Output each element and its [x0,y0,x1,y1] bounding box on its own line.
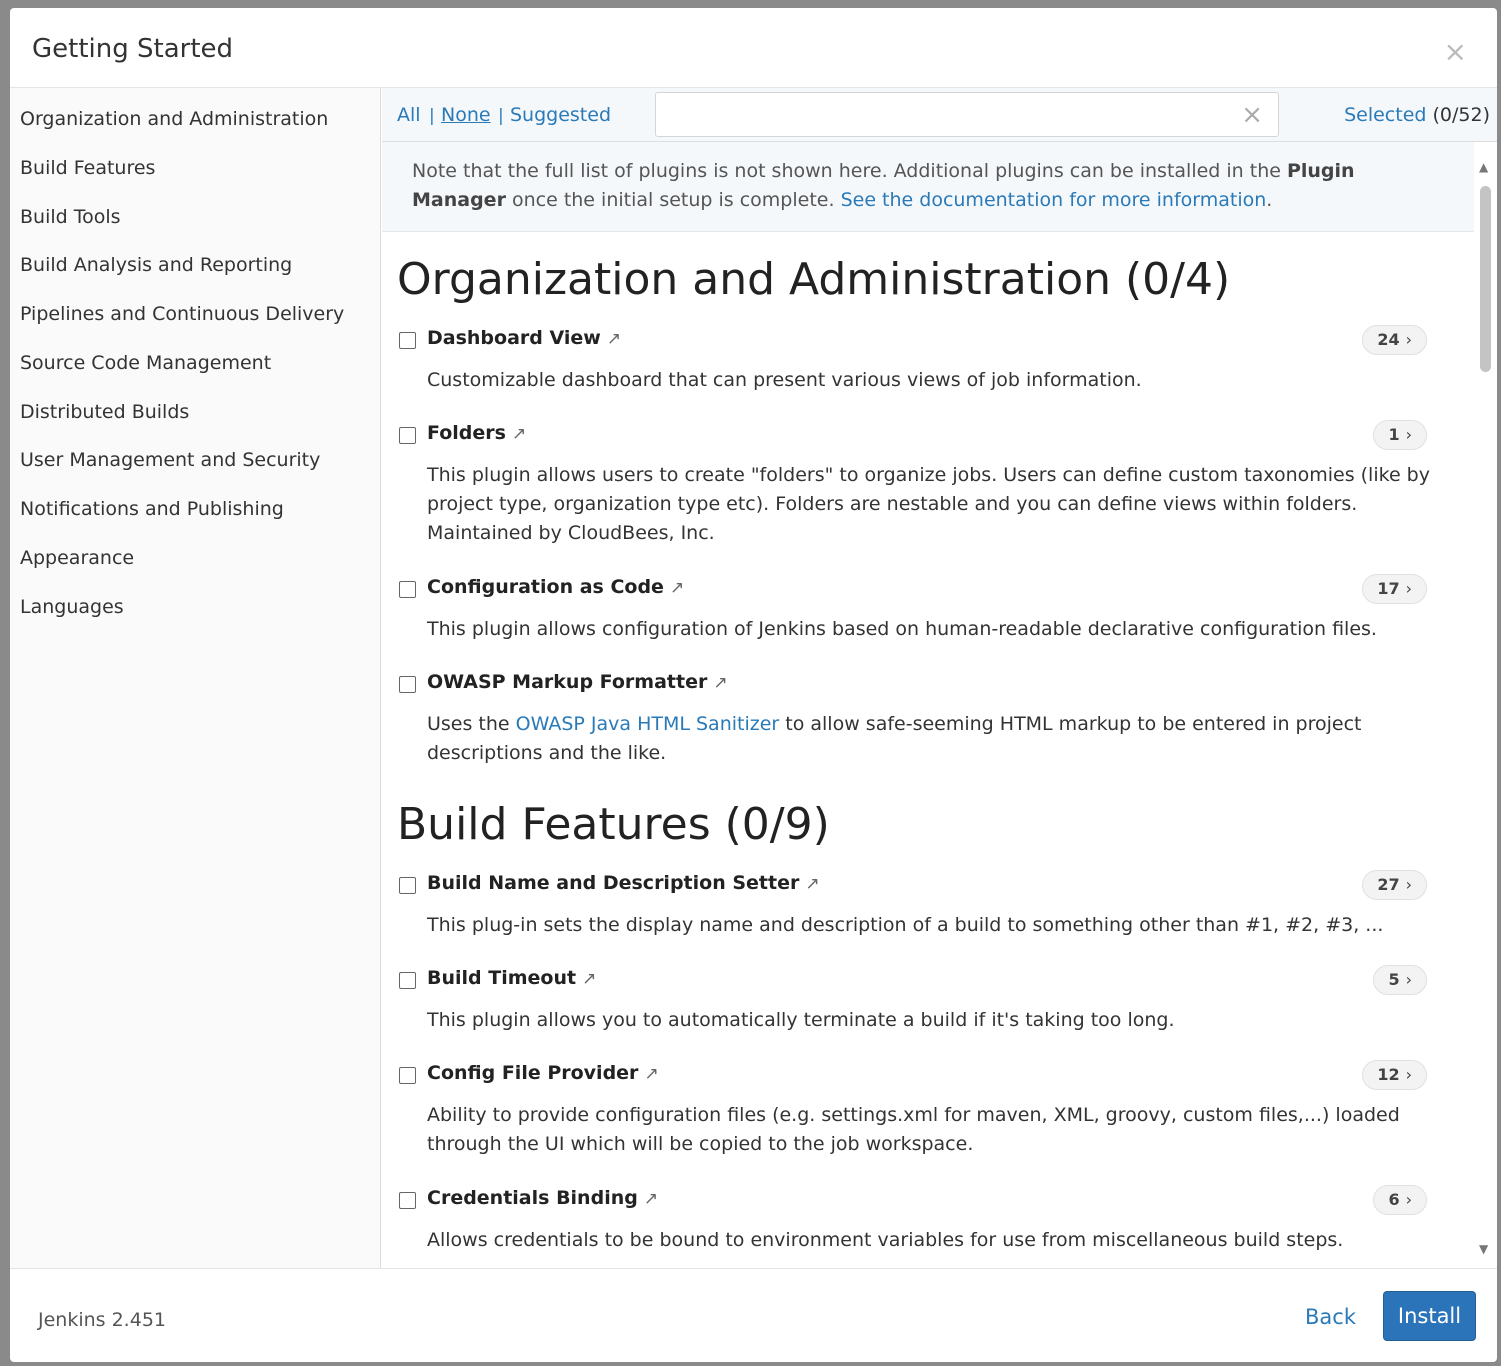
select-all-link[interactable]: All [397,104,421,126]
dependency-badge[interactable] [1362,870,1427,900]
plugin-name-text: OWASP Markup Formatter [427,671,708,693]
plugin-checkbox[interactable] [399,1192,416,1209]
sidebar-item-languages[interactable]: Languages [20,596,124,618]
plugin-checkbox[interactable] [399,972,416,989]
separator: | [498,106,504,126]
desc-text: to allow safe-seeming HTML markup to be entered in project descriptions and the like. [427,713,1362,764]
chevron-right-icon: › [1405,579,1412,598]
sidebar-item-build-tools[interactable]: Build Tools [20,206,121,228]
chevron-right-icon: › [1405,330,1412,349]
plugin-name-text: Build Name and Description Setter [427,872,800,894]
plugin-description: Ability to provide configuration files (e.g. settings.xml for maven, XML, groovy, custom files,...) loaded through the UI which will be copied to the job workspace. [427,1104,1400,1155]
dependency-badge[interactable] [1362,325,1427,355]
external-link-icon[interactable]: ↗ [805,874,820,894]
plugin-checkbox[interactable] [399,676,416,693]
external-link-icon[interactable]: ↗ [606,329,622,349]
sidebar-item-organization-and-administration[interactable]: Organization and Administration [20,108,329,130]
plugin-list [382,142,1474,1268]
dependency-badge[interactable] [1362,574,1427,604]
owasp-sanitizer-link[interactable]: OWASP Java HTML Sanitizer [515,713,780,735]
sidebar-item-appearance[interactable]: Appearance [20,547,135,569]
external-link-icon[interactable]: ↗ [582,969,597,989]
dependency-badge[interactable] [1373,420,1427,450]
dependency-count: 1 [1388,425,1400,444]
sidebar-item-distributed-builds[interactable]: Distributed Builds [20,401,190,423]
selected-count-value: (0/52) [1432,104,1490,126]
dependency-count: 24 [1377,330,1400,349]
dependency-badge[interactable] [1362,1060,1427,1090]
plugin-manager-note [382,142,1474,232]
plugin-description [427,710,1447,768]
select-suggested-link[interactable]: Suggested [510,104,612,126]
note-plugin-manager: Plugin Manager [412,160,1355,211]
plugin-name[interactable] [427,671,728,693]
plugin-name[interactable] [427,1187,658,1209]
plugin-checkbox[interactable] [399,427,416,444]
desc-text: Uses the [427,713,516,735]
dependency-count: 12 [1377,1065,1400,1084]
chevron-right-icon: › [1405,1190,1412,1209]
plugin-description: This plugin allows users to create "folders" to organize jobs. Users can define custom taxonomies (like by project type, organization type etc). Folders are nestable and you can define views within folders. Maintained by CloudBees, Inc. [427,464,1430,544]
sidebar-item-user-management-and-security[interactable]: User Management and Security [20,449,321,471]
sidebar-item-source-code-management[interactable]: Source Code Management [20,352,272,374]
selected-link[interactable]: Selected [1344,104,1427,126]
plugin-name-text: Folders [427,422,506,444]
scroll-down-icon[interactable]: ▼ [1479,1242,1489,1256]
dialog-title: Getting Started [32,34,234,64]
dependency-badge[interactable] [1373,965,1427,995]
plugin-name-text: Config File Provider [427,1062,639,1084]
selected-count [1344,104,1490,126]
note-end: . [1266,189,1273,211]
external-link-icon[interactable]: ↗ [713,673,728,693]
dialog-header [10,8,1497,88]
select-none-link[interactable]: None [441,104,491,126]
plugin-checkbox[interactable] [399,332,416,349]
plugin-name[interactable] [427,1062,659,1084]
plugin-name[interactable] [427,872,820,894]
dependency-count: 17 [1377,579,1400,598]
vertical-scrollbar[interactable] [1474,142,1497,1268]
dependency-count: 27 [1377,875,1400,894]
separator: | [429,106,435,126]
chevron-right-icon: › [1405,875,1412,894]
plugin-description: This plugin allows configuration of Jenkins based on human-readable declarative configuration files. [427,618,1377,640]
install-button[interactable]: Install [1383,1291,1476,1341]
plugin-name-text: Configuration as Code [427,576,664,598]
note-text: Note that the full list of plugins is not shown here. Additional plugins can be installed in the [412,160,1287,182]
back-button[interactable]: Back [1305,1305,1356,1329]
chevron-right-icon: › [1405,1065,1412,1084]
dependency-count: 5 [1388,970,1400,989]
plugin-name-text: Build Timeout [427,967,577,989]
external-link-icon[interactable]: ↗ [643,1189,659,1209]
plugin-name[interactable] [427,576,684,598]
sidebar-item-build-analysis-and-reporting[interactable]: Build Analysis and Reporting [20,254,293,276]
dependency-count: 6 [1388,1190,1400,1209]
category-sidebar [10,88,381,1268]
plugin-description: Customizable dashboard that can present various views of job information. [427,369,1142,391]
external-link-icon[interactable]: ↗ [669,578,685,598]
clear-search-icon[interactable]: × [1241,100,1263,130]
section-title: Build Features (0/9) [397,799,830,850]
plugin-checkbox[interactable] [399,1067,416,1084]
documentation-link[interactable]: See the documentation for more information [840,189,1267,211]
chevron-right-icon: › [1405,970,1412,989]
plugin-name[interactable] [427,327,621,349]
note-text-2: once the initial setup is complete. [505,189,841,211]
plugin-description: This plugin allows you to automatically terminate a build if it's taking too long. [427,1009,1175,1031]
plugin-name-text: Dashboard View [427,327,601,349]
dialog-footer [10,1268,1497,1362]
plugin-description: This plug-in sets the display name and description of a build to something other than #1, #2, #3, ... [427,914,1384,936]
search-clear-wrapper [655,92,1279,137]
plugin-description: Allows credentials to be bound to environment variables for use from miscellaneous build steps. [427,1229,1344,1251]
sidebar-item-build-features[interactable]: Build Features [20,157,156,179]
plugin-checkbox[interactable] [399,877,416,894]
dependency-badge[interactable] [1373,1185,1427,1215]
section-title: Organization and Administration (0/4) [397,254,1231,305]
jenkins-version: Jenkins 2.451 [38,1309,166,1331]
sidebar-item-pipelines-and-continuous-delivery[interactable]: Pipelines and Continuous Delivery [20,303,345,325]
plugin-name[interactable] [427,422,526,444]
plugin-name[interactable] [427,967,596,989]
scroll-up-icon[interactable]: ▲ [1479,160,1489,174]
scrollbar-thumb[interactable] [1480,186,1491,372]
plugin-toolbar [382,88,1497,142]
plugin-checkbox[interactable] [399,581,416,598]
chevron-right-icon: › [1405,425,1412,444]
plugin-name-text: Credentials Binding [427,1187,638,1209]
external-link-icon[interactable]: ↗ [511,424,527,444]
sidebar-item-notifications-and-publishing[interactable]: Notifications and Publishing [20,498,284,520]
external-link-icon[interactable]: ↗ [644,1064,659,1084]
setup-dialog [10,8,1497,1362]
close-icon[interactable]: × [1443,35,1467,68]
